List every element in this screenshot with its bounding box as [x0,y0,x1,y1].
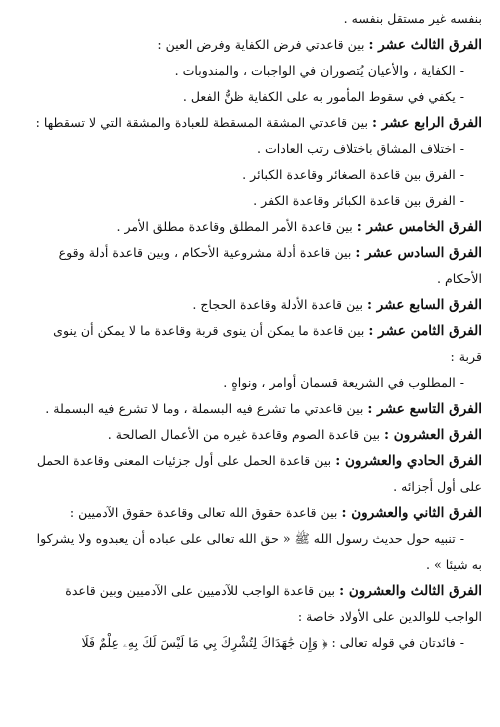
text-line [14,84,482,110]
line-text: بنفسه غير مستقل بنفسه . [343,11,482,26]
text-line [14,552,482,578]
text-line [14,162,482,188]
section-title: الفرق الثالث والعشرون : [339,583,482,599]
line-text: على أول أجزائه . [393,479,482,494]
section-heading-line [14,110,482,136]
section-heading-line [14,448,482,474]
text-line [14,604,482,630]
line-text: بين قاعدة أدلة مشروعية الأحكام ، وبين قاعدة أدلة وقوع [58,245,356,260]
line-text: - فائدتان في قوله تعالى : ﴿ وَإِن جَٰهَدَاكَ لِتُشْرِكَ بِي مَا لَيْسَ لَكَ بِهِۦ عِلْمٌ فَلَا [81,635,464,650]
section-heading-line [14,396,482,422]
section-title: الفرق السابع عشر : [366,297,482,313]
section-heading-line [14,292,482,318]
section-heading-line [14,240,482,266]
text-line [14,58,482,84]
line-text: بين قاعدة الأدلة وقاعدة الحجاج . [192,297,367,312]
line-text: - الفرق بين قاعدة الصغائر وقاعدة الكبائر . [242,167,464,182]
section-title: الفرق الرابع عشر : [371,115,482,131]
text-line [14,188,482,214]
section-heading-line [14,422,482,448]
section-title: الفرق التاسع عشر : [367,401,482,417]
line-text: بين قاعدة حقوق الله تعالى وقاعدة حقوق الآدميين : [69,505,342,520]
line-text: به شيئا » . [426,557,482,572]
section-heading-line [14,578,482,604]
line-text: الأحكام . [436,271,482,286]
document-body [14,6,482,656]
line-text: - الكفاية ، والأعيان يُتصوران في الواجبات ، والمندوبات . [174,63,464,78]
section-title: الفرق العشرون : [384,427,482,443]
line-text: بين قاعدتي ما تشرع فيه البسملة ، وما لا تشرع فيه البسملة . [45,401,368,416]
line-text: - المطلوب في الشريعة قسمان أوامر ، ونواهٍ . [223,375,464,390]
section-title: الفرق الثامن عشر : [368,323,482,339]
text-line [14,526,482,552]
line-text: بين قاعدة الصوم وقاعدة غيره من الأعمال الصالحة . [107,427,385,442]
section-title: الفرق الثالث عشر : [368,37,482,53]
text-line [14,344,482,370]
section-heading-line [14,500,482,526]
text-line [14,474,482,500]
text-line [14,266,482,292]
line-text: - تنبيه حول حديث رسول الله ﷺ « حق الله تعالى على عباده أن يعبدوه ولا يشركوا [36,531,464,546]
section-title: الفرق الخامس عشر : [356,219,482,235]
line-text: - يكفي في سقوط المأمور به على الكفاية ظنُّ الفعل . [182,89,464,104]
text-line [14,630,482,656]
line-text: قربة : [450,349,482,364]
line-text: - اختلاف المشاق باختلاف رتب العادات . [256,141,464,156]
line-text: بين قاعدة الحمل على أول جزئيات المعنى وقاعدة الحمل [36,453,336,468]
line-text: بين قاعدة الواجب للآدميين على الآدميين وبين قاعدة [65,583,340,598]
section-title: الفرق السادس عشر : [355,245,482,261]
line-text: بين قاعدتي المشقة المسقطة للعبادة والمشقة التي لا تسقطها : [35,115,372,130]
line-text: بين قاعدتي فرض الكفاية وفرض العين : [157,37,369,52]
text-line [14,6,482,32]
text-line [14,136,482,162]
section-heading-line [14,318,482,344]
line-text: - الفرق بين قاعدة الكبائر وقاعدة الكفر . [253,193,464,208]
section-heading-line [14,214,482,240]
line-text: بين قاعدة الأمر المطلق وقاعدة مطلق الأمر . [116,219,357,234]
line-text: بين قاعدة ما يمكن أن ينوى قربة وقاعدة ما لا يمكن أن ينوى [53,323,369,338]
section-heading-line [14,32,482,58]
section-title: الفرق الثاني والعشرون : [341,505,482,521]
line-text: الواجب للوالدين على الأولاد خاصة : [297,609,482,624]
text-line [14,370,482,396]
section-title: الفرق الحادي والعشرون : [335,453,482,469]
